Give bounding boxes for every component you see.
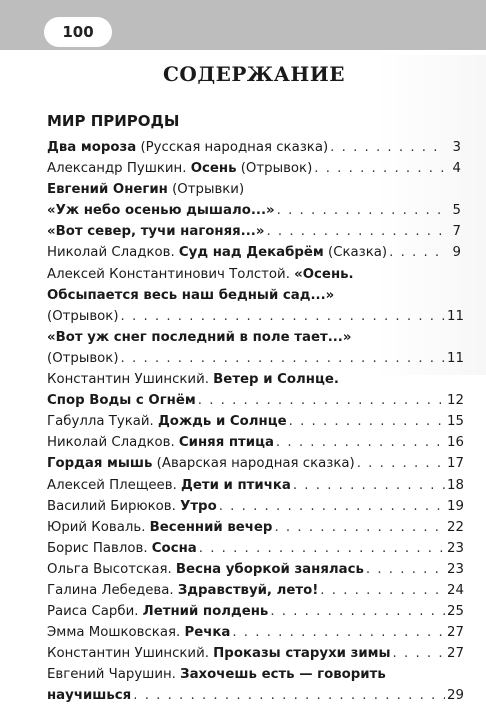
entry-note: (Сказка)	[323, 245, 388, 261]
toc-entry-text	[47, 478, 291, 493]
toc-entry	[47, 267, 461, 288]
toc-entry-text	[47, 309, 119, 324]
entry-page-number: 16	[447, 435, 464, 451]
dot-leader	[266, 224, 445, 239]
toc-entry-text	[47, 330, 351, 345]
toc-entry-text	[47, 583, 318, 598]
entry-author: Константин Ушинский.	[47, 372, 214, 388]
entry-author: Константин Ушинский.	[47, 646, 214, 662]
entry-title: Обсыпается весь наш бедный сад...»	[47, 287, 335, 303]
entry-title: Утро	[180, 498, 217, 514]
entry-author: Ольга Высотская.	[47, 561, 176, 577]
dot-leader	[389, 245, 445, 260]
entry-page-number: 24	[447, 582, 464, 598]
entry-author: Николай Сладков.	[47, 435, 179, 451]
entry-author: Борис Павлов.	[47, 540, 152, 556]
dot-leader	[199, 541, 445, 556]
toc-entry	[47, 667, 461, 688]
entry-page-number: 9	[452, 245, 461, 261]
entry-author: Габулла Тукай.	[47, 414, 158, 430]
entry-page-number: 23	[447, 561, 464, 577]
dot-leader	[277, 203, 445, 218]
entry-note: (Отрывок)	[47, 350, 119, 366]
entry-note: (Отрывок)	[47, 308, 119, 324]
entry-page-number: 5	[452, 203, 461, 219]
dot-leader	[274, 520, 445, 535]
entry-title: «Уж небо осенью дышало...»	[47, 203, 275, 219]
entry-title: Весна уборкой занялась	[175, 561, 364, 577]
page-title: СОДЕРЖАНИЕ	[163, 62, 345, 86]
toc-entry-text	[47, 562, 364, 577]
entry-author: Раиса Сарби.	[47, 604, 143, 620]
toc-list	[47, 140, 464, 710]
toc-entry	[47, 519, 464, 541]
entry-page-number: 7	[452, 224, 461, 240]
toc-entry-text	[47, 604, 268, 619]
toc-entry	[47, 330, 461, 351]
toc-entry	[47, 604, 464, 625]
toc-entry	[47, 498, 464, 520]
entry-page-number: 29	[447, 688, 464, 704]
entry-page-number: 22	[447, 519, 464, 535]
toc-entry	[47, 308, 464, 330]
entry-page-number: 27	[447, 646, 464, 662]
entry-title: Здравствуй, лето!	[177, 582, 319, 598]
entry-title: Летний полдень	[142, 604, 269, 620]
entry-title: Речка	[184, 625, 231, 641]
entry-page-number: 4	[452, 161, 461, 177]
entry-note: (Отрывок)	[236, 161, 313, 177]
entry-note: (Аварская народная сказка)	[152, 456, 355, 472]
toc-entry	[47, 393, 464, 414]
toc-entry-text	[47, 393, 196, 408]
entry-page-number: 11	[447, 350, 464, 366]
dot-leader	[314, 161, 445, 176]
toc-entry-text	[47, 688, 131, 703]
entry-title: Ветер и Солнце.	[213, 372, 339, 388]
toc-entry	[47, 625, 464, 646]
toc-entry-text	[47, 140, 328, 155]
toc-entry-text	[47, 245, 387, 260]
entry-title: Два мороза	[47, 140, 137, 155]
toc-entry	[47, 582, 464, 604]
dot-leader	[121, 351, 445, 366]
entry-page-number: 17	[447, 456, 464, 472]
entry-author: Эмма Мошковская.	[47, 625, 185, 641]
entry-title: Проказы старухи зимы	[213, 646, 391, 662]
entry-page-number: 23	[447, 540, 464, 556]
dot-leader	[219, 499, 445, 514]
dot-leader	[276, 435, 445, 450]
toc-entry	[47, 350, 464, 372]
toc-entry	[47, 688, 464, 709]
toc-entry-text	[47, 435, 274, 450]
entry-title: Суд над Декабрём	[178, 245, 324, 261]
entry-note: (Русская народная сказка)	[136, 140, 329, 155]
entry-page-number: 12	[447, 393, 464, 409]
toc-entry-text	[47, 625, 230, 640]
entry-title: Спор Воды с Огнём	[47, 393, 196, 409]
entry-title: Евгений Онегин	[47, 182, 168, 198]
toc-entry	[47, 646, 464, 667]
dot-leader	[357, 456, 445, 471]
dot-leader	[320, 583, 445, 598]
dot-leader	[393, 646, 445, 661]
dot-leader	[198, 393, 445, 408]
entry-title: Гордая мышь	[47, 456, 153, 472]
toc-entry-text	[47, 203, 275, 218]
toc-entry-text	[47, 414, 287, 429]
toc-entry-text	[47, 520, 272, 535]
toc-entry-text	[47, 499, 217, 514]
entry-page-number: 15	[447, 414, 464, 430]
entry-title: «Вот север, тучи нагоняя...»	[47, 224, 265, 240]
dot-leader	[121, 309, 445, 324]
toc-entry	[47, 245, 461, 266]
entry-author: Александр Пушкин.	[47, 161, 191, 177]
toc-entry	[47, 224, 461, 245]
dot-leader	[289, 414, 445, 429]
entry-page-number: 3	[452, 140, 461, 155]
entry-author: Евгений Чарушин.	[47, 667, 181, 683]
toc-entry	[47, 456, 464, 477]
entry-title: Захочешь есть — говорить	[180, 667, 386, 683]
entry-author: Николай Сладков.	[47, 245, 179, 261]
section-heading: МИР ПРИРОДЫ	[47, 112, 180, 130]
toc-entry	[47, 477, 464, 499]
toc-entry-text	[47, 182, 244, 197]
entry-page-number: 11	[447, 308, 464, 324]
entry-author: Алексей Константинович Толстой.	[47, 266, 295, 282]
entry-author: Алексей Плещеев.	[47, 477, 182, 493]
entry-page-number: 25	[447, 604, 464, 620]
entry-author: Юрий Коваль.	[47, 519, 150, 535]
entry-page-number: 27	[447, 625, 464, 641]
entry-note: (Отрывки)	[167, 182, 245, 198]
table-of-contents	[47, 60, 464, 710]
entry-title: Сосна	[151, 540, 197, 556]
toc-entry	[47, 161, 461, 182]
toc-entry-text	[47, 267, 354, 282]
toc-entry-text	[47, 288, 334, 303]
toc-entry-text	[47, 351, 119, 366]
entry-title: научишься	[47, 688, 132, 704]
toc-entry-text	[47, 224, 264, 239]
toc-entry-text	[47, 456, 355, 471]
page-number: 100	[44, 17, 112, 47]
dot-leader	[232, 625, 445, 640]
entry-title: «Осень.	[294, 266, 354, 282]
toc-entry	[47, 540, 464, 562]
toc-entry	[47, 203, 461, 224]
toc-entry-text	[47, 541, 197, 556]
toc-entry	[47, 561, 464, 583]
toc-entry	[47, 435, 464, 456]
toc-entry-text	[47, 646, 391, 661]
dot-leader	[293, 478, 445, 493]
toc-entry-text	[47, 667, 386, 682]
toc-entry	[47, 414, 464, 435]
entry-title: «Вот уж снег последний в поле тает...»	[47, 329, 352, 345]
toc-entry-text	[47, 161, 312, 176]
entry-title: Дождь и Солнце	[157, 414, 287, 430]
entry-title: Дети и птичка	[181, 477, 291, 493]
dot-leader	[366, 562, 445, 577]
toc-entry	[47, 182, 461, 203]
toc-entry	[47, 140, 461, 161]
dot-leader	[330, 140, 445, 155]
dot-leader	[133, 688, 445, 703]
entry-page-number: 19	[447, 498, 464, 514]
entry-title: Синяя птица	[178, 435, 274, 451]
entry-page-number: 18	[447, 477, 464, 493]
toc-entry	[47, 372, 461, 393]
dot-leader	[270, 604, 445, 619]
entry-title: Весенний вечер	[149, 519, 273, 535]
entry-author: Галина Лебедева.	[47, 582, 178, 598]
entry-author: Василий Бирюков.	[47, 498, 181, 514]
toc-entry	[47, 288, 461, 309]
entry-title: Осень	[190, 161, 237, 177]
toc-entry-text	[47, 372, 339, 387]
